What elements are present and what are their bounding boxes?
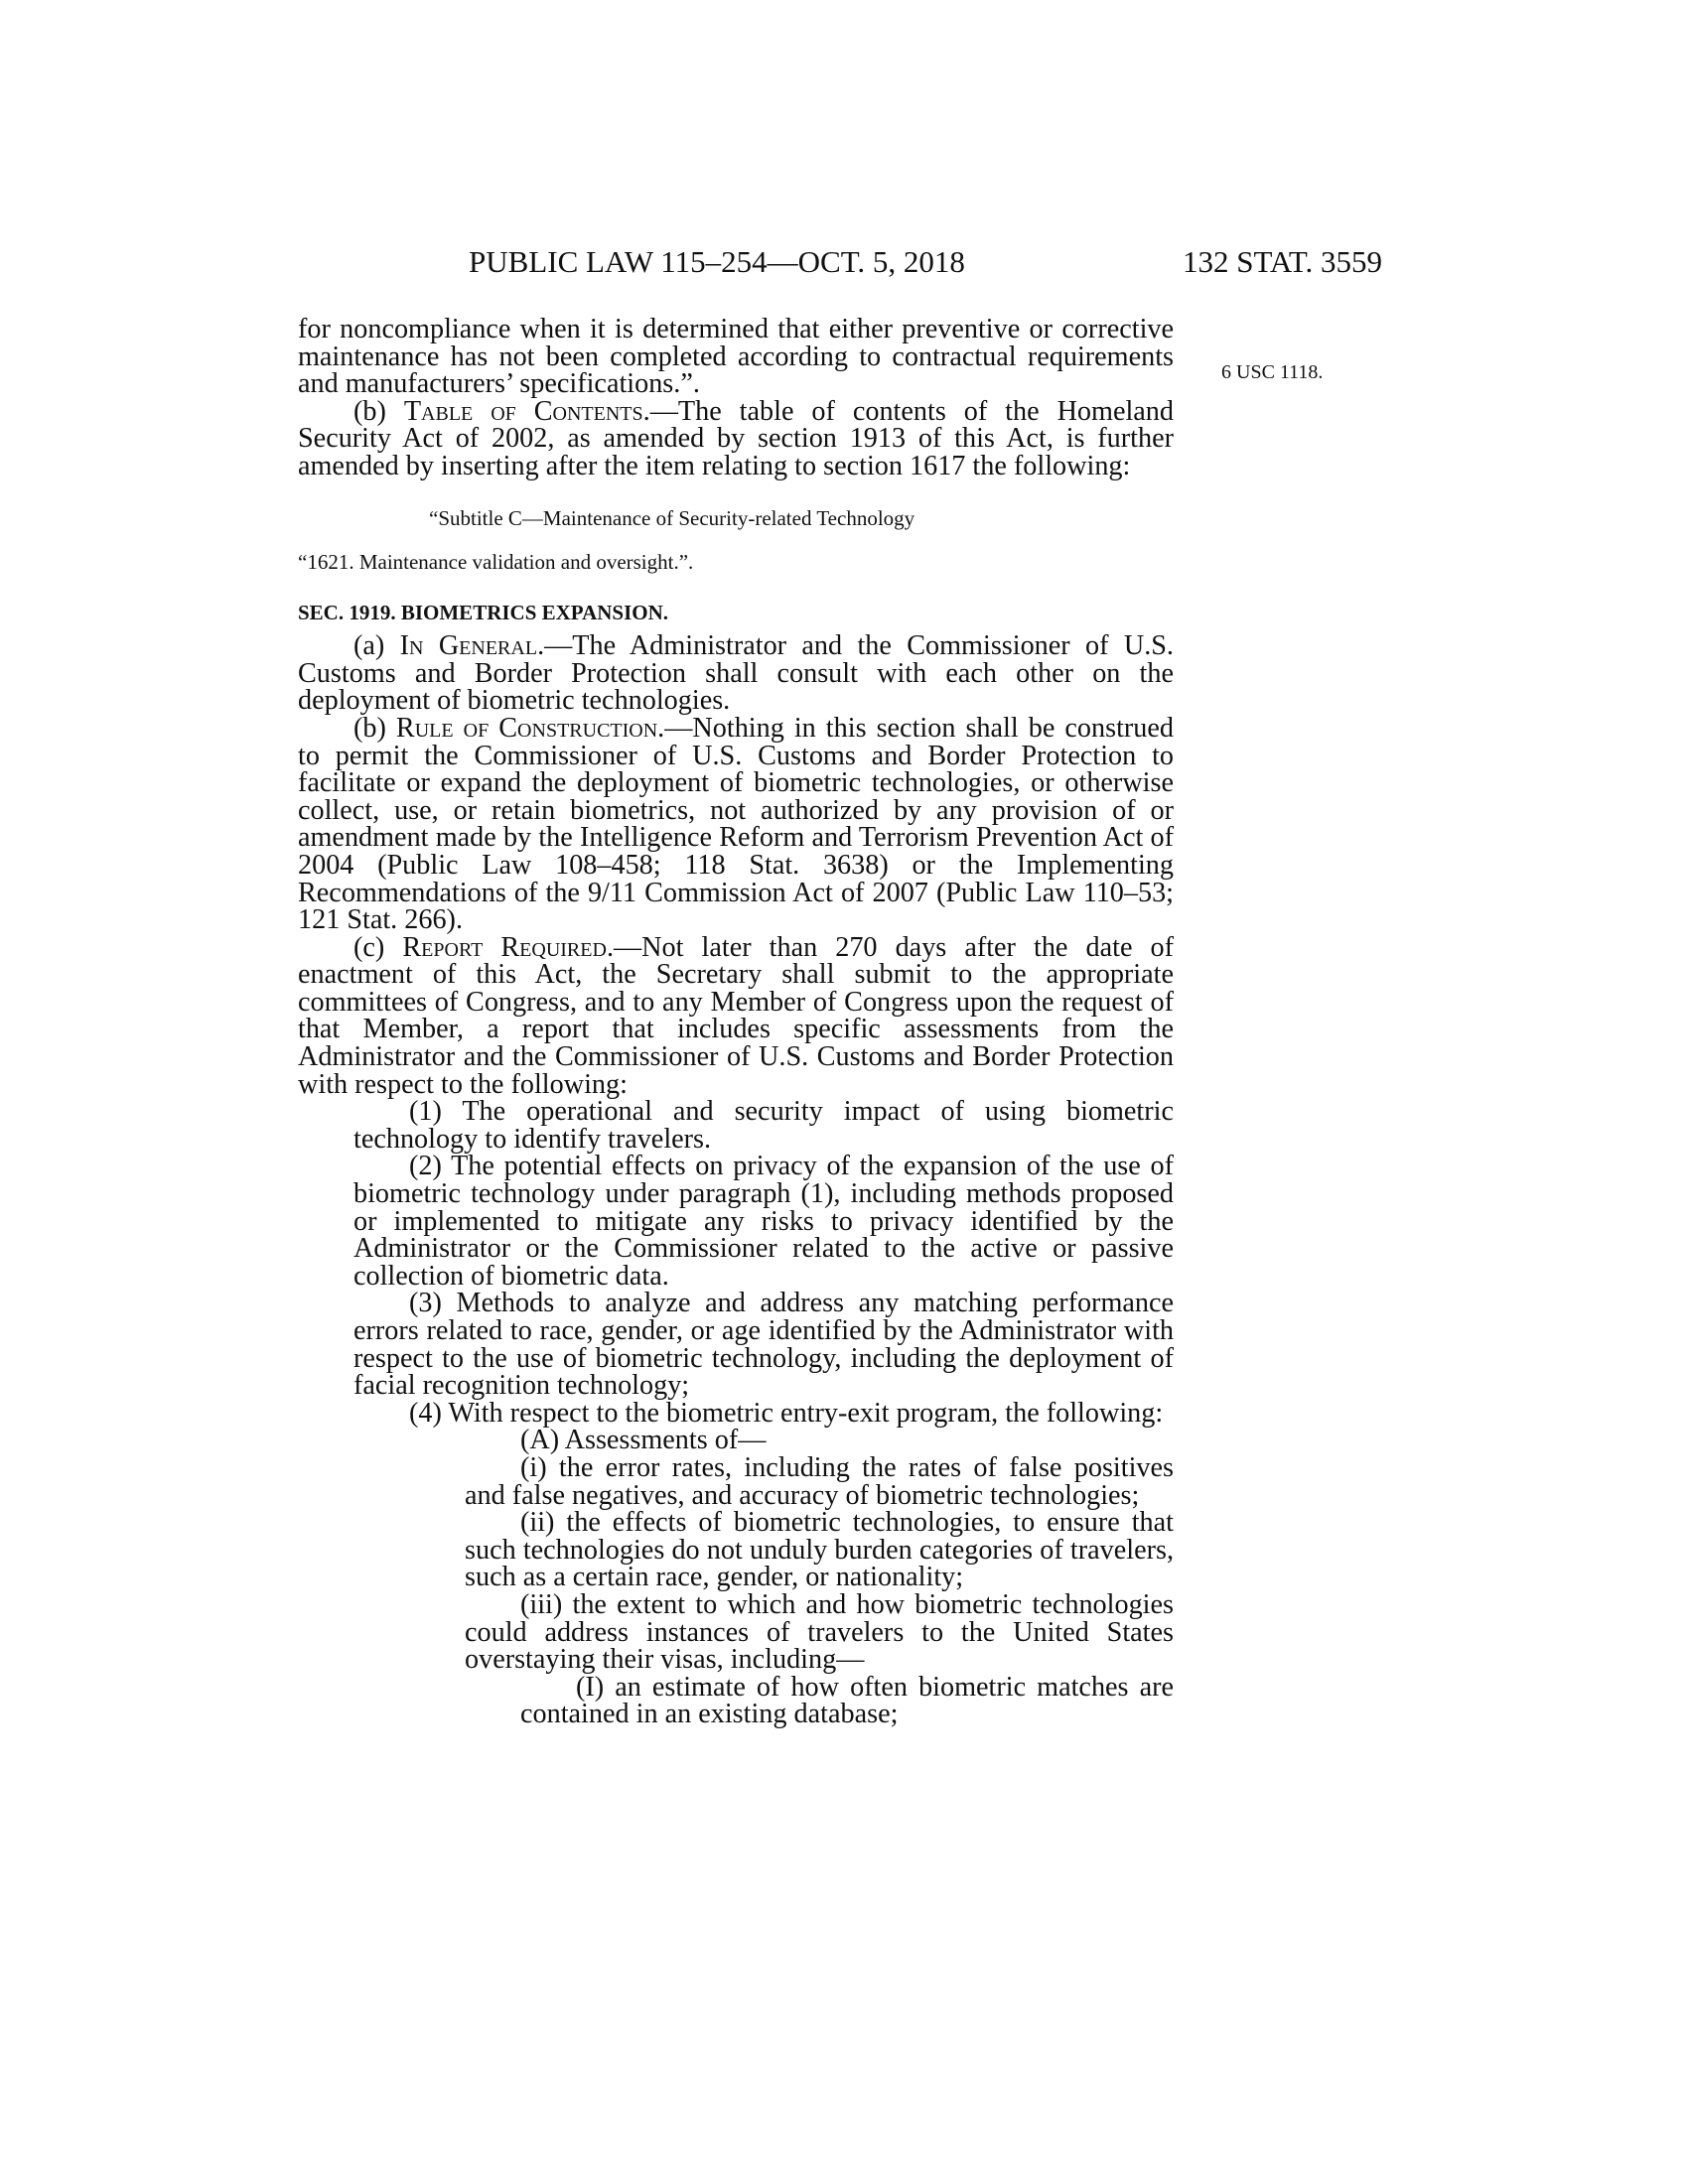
subsection-heading: Table of Contents [403,395,643,427]
paragraph-4: (4) With respect to the biometric entry-exit program, the following: [409,1397,1164,1429]
subsection-heading: In General [399,630,538,662]
running-title: PUBLIC LAW 115–254—OCT. 5, 2018 [469,244,965,279]
paragraph-2: (2) The potential effects on privacy of the expansion of the use of biometric technology under paragraph (1), including methods proposed or implemented to mitigate any risks to privacy identified by the Administrator or the Commissioner related to the active or passive collection of biometric data. [353,1151,1174,1292]
subsection-heading: Report Required [402,931,607,963]
subsection-b [298,712,1174,936]
subsection-label: (b) [353,712,396,744]
subsection-label: (c) [353,931,403,963]
toc-item: “1621. Maintenance validation and oversight.”. [298,549,694,574]
subsection-label: (a) [353,630,400,662]
subsection-text: .—The table of contents of the Homeland Security Act of 2002, as amended by section 1913 of this Act, is further amended by inserting after the item relating to section 1617 the following: [298,395,1174,481]
paragraph-3: (3) Methods to analyze and address any matching performance errors related to race, gender, or age identified by the Administrator with respect to the use of biometric technology, including the deployment of facial recognition technology; [353,1288,1174,1402]
paragraph-1: (1) The operational and security impact of using biometric technology to identify travelers. [353,1096,1174,1155]
section-heading: SEC. 1919. BIOMETRICS EXPANSION. [298,600,669,624]
document-body [298,316,1174,1728]
subsection-heading: Rule of Construction [395,712,658,744]
page-header [298,244,1382,294]
subsection-label: (b) [353,395,404,427]
subclause-I: (I) an estimate of how often biometric matches are contained in an existing database; [520,1671,1174,1730]
statute-page-number: 132 STAT. 3559 [1182,244,1382,279]
continued-paragraph: for noncompliance when it is determined that either preventive or corrective maintenance has not been completed according to contractual requirements and manufacturers’ specifications.”. [298,314,1174,400]
clause-iii: (iii) the extent to which and how biometric technologies could address instances of travelers to the United States overstaying their visas, including— [465,1588,1174,1676]
subsection-text: .—Not later than 270 days after the date of enactment of this Act, the Secretary shall submit to the appropriate committees of Congress, and to any Member of Congress upon the request of that Member, a report that includes specific assessments from the Administrator and the Commissioner of U.S. Customs and Border Protection with respect to the following: [298,931,1174,1100]
subsection-b-toc [298,395,1174,481]
subsection-text: .—Nothing in this section shall be construed to permit the Commissioner of U.S. Customs and Border Protection to facilitate or expand the deployment of biometric technologies, or otherwise collect, use, or retain biometrics, not authorized by any provision of or amendment made by the Intelligence Reform and Terrorism Prevention Act of 2004 (Public Law 108–458; 118 Stat. 3638) or the Implementing Recommendations of the 9/11 Commission Act of 2007 (Public Law 110–53; 121 Stat. 266). [298,712,1174,936]
subsection-a [298,632,1174,715]
toc-subtitle: “Subtitle C—Maintenance of Security-related Technology [429,505,915,530]
margin-citation: 6 USC 1118. [1221,361,1324,383]
subsection-text: .—The Administrator and the Commissioner of U.S. Customs and Border Protection shall consult with each other on the deployment of biometric technologies. [298,630,1174,717]
clause-i: (i) the error rates, including the rates of false positives and false negatives, and accuracy of biometric technologies; [465,1451,1174,1511]
subsection-c [298,931,1174,1100]
subparagraph-A: (A) Assessments of— [520,1425,767,1456]
clause-ii: (ii) the effects of biometric technologies, to ensure that such technologies do not unduly burden categories of travelers, such as a certain race, gender, or nationality; [465,1507,1174,1593]
